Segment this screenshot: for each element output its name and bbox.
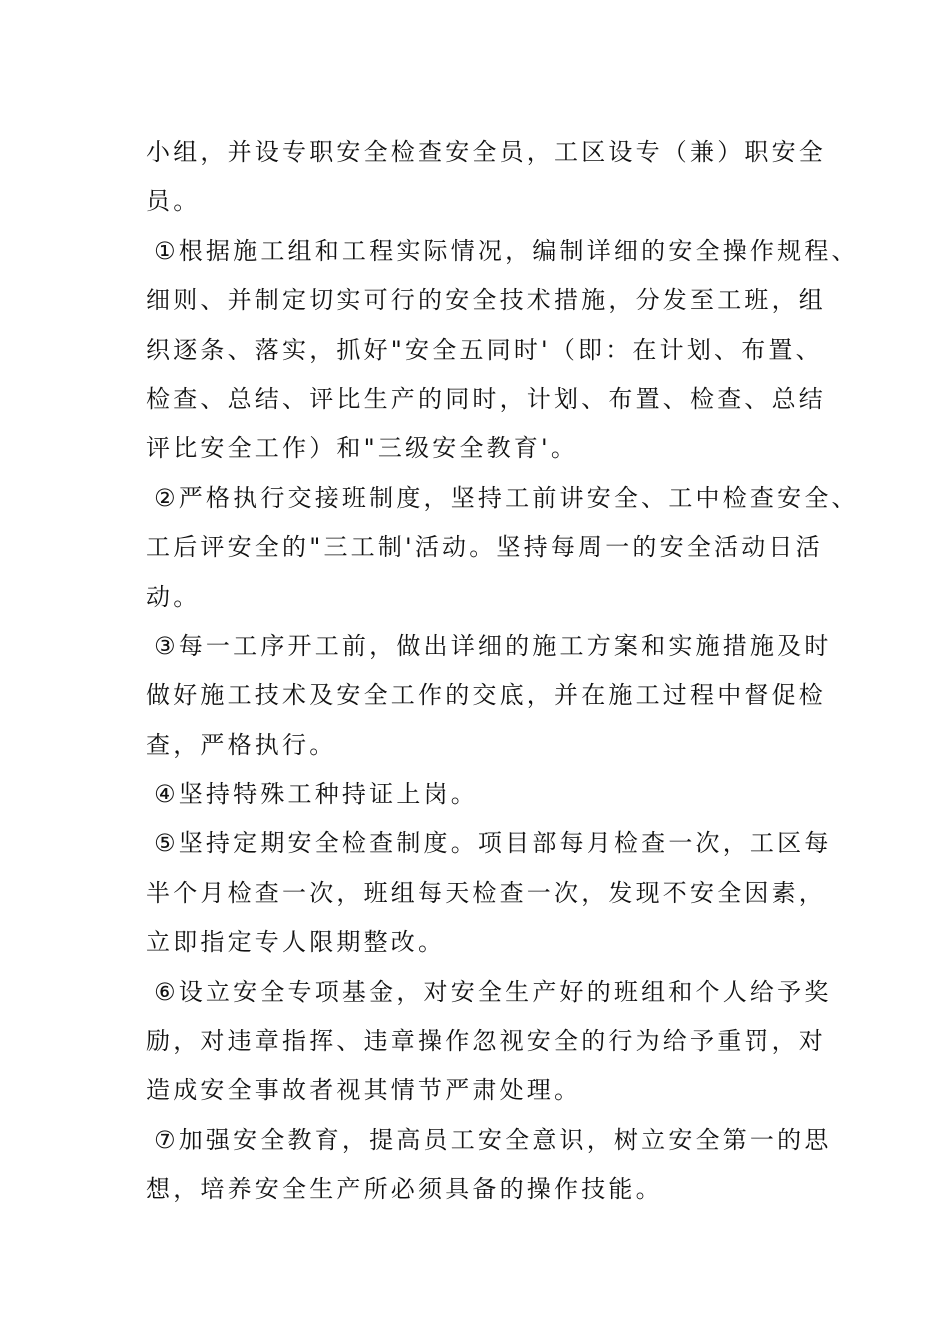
list-item-1-line: ①根据施工组和工程实际情况，编制详细的安全操作规程、 [154, 236, 859, 265]
text-line: 检查、总结、评比生产的同时，计划、布置、检查、总结 [146, 384, 826, 413]
list-item-7-line: ⑦加强安全教育，提高员工安全意识，树立安全第一的思 [154, 1125, 832, 1154]
text-line: 细则、并制定切实可行的安全技术措施，分发至工班，组 [146, 286, 826, 315]
text-line: 半个月检查一次，班组每天检查一次，发现不安全因素， [146, 878, 826, 907]
text-line: 查，严格执行。 [146, 730, 337, 759]
text-line: 工后评安全的"三工制'活动。坚持每周一的安全活动日活 [146, 533, 823, 562]
text-line: 员。 [146, 187, 201, 216]
text-line: 动。 [146, 582, 201, 611]
list-item-6-line: ⑥设立安全专项基金，对安全生产好的班组和个人给予奖 [154, 977, 832, 1006]
text-line: 织逐条、落实，抓好"安全五同时'（即：在计划、布置、 [146, 335, 823, 364]
text-line: 做好施工技术及安全工作的交底，并在施工过程中督促检 [146, 681, 826, 710]
list-item-2-line: ②严格执行交接班制度，坚持工前讲安全、工中检查安全、 [154, 483, 859, 512]
text-line: 想，培养安全生产所必须具备的操作技能。 [146, 1175, 663, 1204]
list-item-5-line: ⑤坚持定期安全检查制度。项目部每月检查一次，工区每 [154, 829, 832, 858]
document-body [146, 128, 859, 1215]
text-line: 励，对违章指挥、违章操作忽视安全的行为给予重罚，对 [146, 1027, 826, 1056]
list-item-4-line: ④坚持特殊工种持证上岗。 [154, 780, 478, 809]
text-line: 小组，并设专职安全检查安全员，工区设专（兼）职安全 [146, 138, 826, 166]
list-item-3-line: ③每一工序开工前，做出详细的施工方案和实施措施及时 [154, 631, 832, 660]
text-line: 立即指定专人限期整改。 [146, 928, 446, 957]
text-line: 造成安全事故者视其情节严肃处理。 [146, 1076, 582, 1105]
text-line: 评比安全工作）和"三级安全教育'。 [146, 434, 579, 463]
